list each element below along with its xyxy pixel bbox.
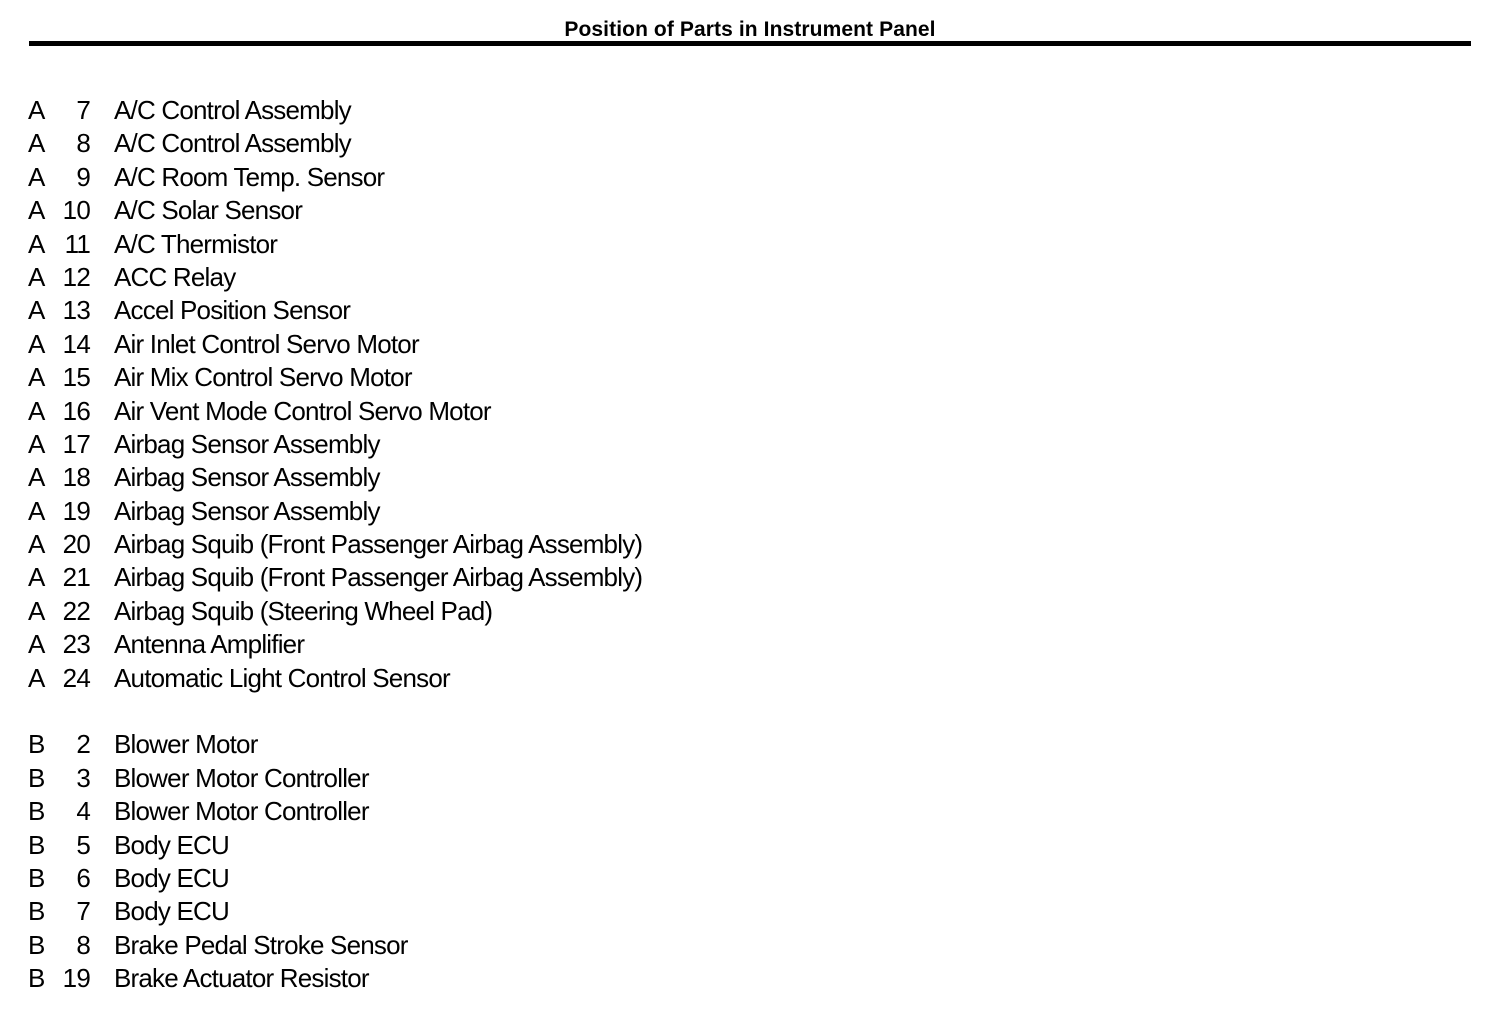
part-letter: A (28, 495, 45, 526)
part-letter: B (28, 829, 45, 860)
part-row (0, 194, 1504, 227)
part-name: Air Vent Mode Control Servo Motor (114, 395, 491, 426)
part-number: 11 (64, 228, 90, 259)
part-name: Airbag Sensor Assembly (114, 495, 380, 526)
part-number: 5 (76, 829, 90, 860)
part-row (0, 762, 1504, 795)
part-letter: B (28, 796, 45, 827)
part-number: 8 (76, 128, 90, 159)
part-letter: A (28, 428, 45, 459)
part-name: A/C Control Assembly (114, 95, 351, 125)
part-letter: A (28, 295, 45, 326)
part-row (0, 962, 1504, 995)
part-number: 13 (62, 295, 90, 326)
part-row (0, 528, 1504, 561)
part-name: A/C Room Temp. Sensor (114, 161, 385, 192)
part-row (0, 895, 1504, 928)
part-number: 21 (62, 562, 90, 593)
part-letter: B (28, 862, 45, 893)
part-row (0, 595, 1504, 628)
part-row (0, 395, 1504, 428)
part-number: 15 (62, 362, 90, 393)
part-letter: A (28, 195, 45, 226)
part-row (0, 829, 1504, 862)
part-row (0, 862, 1504, 895)
part-name: Blower Motor Controller (114, 796, 369, 827)
part-letter: B (28, 896, 45, 927)
part-letter: B (28, 729, 45, 760)
part-name: Air Mix Control Servo Motor (114, 362, 412, 393)
part-letter: A (28, 328, 45, 359)
part-row (0, 127, 1504, 160)
part-name: Accel Position Sensor (114, 295, 351, 326)
part-name: Airbag Squib (Steering Wheel Pad) (114, 595, 493, 626)
part-number: 4 (76, 796, 90, 827)
part-number: 19 (62, 963, 90, 994)
part-letter: A (28, 662, 45, 693)
part-letter: A (28, 562, 45, 593)
part-number: 12 (62, 261, 90, 292)
part-number: 7 (76, 896, 90, 927)
part-row (0, 94, 1504, 127)
part-number: 16 (62, 395, 90, 426)
part-number: 22 (62, 595, 90, 626)
part-letter: B (28, 762, 45, 793)
part-letter: A (28, 395, 45, 426)
part-row (0, 728, 1504, 761)
part-letter: A (28, 128, 45, 159)
part-number: 3 (76, 762, 90, 793)
part-letter: A (28, 595, 45, 626)
part-letter: A (28, 462, 45, 493)
part-name: Automatic Light Control Sensor (114, 662, 450, 693)
part-number: 23 (62, 629, 90, 660)
title-divider (29, 41, 1471, 46)
part-row (0, 561, 1504, 594)
part-number: 20 (62, 529, 90, 560)
part-name: Body ECU (114, 829, 229, 860)
part-name: Airbag Squib (Front Passenger Airbag Assembly) (114, 562, 643, 593)
part-name: Airbag Sensor Assembly (114, 428, 380, 459)
part-letter: B (28, 963, 45, 994)
part-row (0, 929, 1504, 962)
page-title: Position of Parts in Instrument Panel (564, 18, 936, 41)
part-row (0, 228, 1504, 261)
part-letter: A (28, 529, 45, 560)
part-name: A/C Thermistor (114, 228, 278, 259)
part-number: 14 (62, 328, 90, 359)
part-name: Antenna Amplifier (114, 629, 305, 660)
part-number: 8 (76, 929, 90, 960)
part-name: Airbag Squib (Front Passenger Airbag Assembly) (114, 529, 643, 560)
part-row (0, 328, 1504, 361)
part-name: Brake Pedal Stroke Sensor (114, 929, 408, 960)
part-letter: A (28, 228, 45, 259)
part-letter: A (28, 95, 45, 125)
part-letter: A (28, 161, 45, 192)
part-number: 7 (76, 95, 90, 125)
part-row (0, 461, 1504, 494)
part-name: A/C Solar Sensor (114, 195, 303, 226)
part-name: Blower Motor (114, 729, 258, 760)
part-name: A/C Control Assembly (114, 128, 351, 159)
part-number: 17 (62, 428, 90, 459)
part-number: 9 (76, 161, 90, 192)
part-number: 10 (62, 195, 90, 226)
part-name: Body ECU (114, 862, 229, 893)
part-row (0, 161, 1504, 194)
part-number: 2 (76, 729, 90, 760)
part-letter: A (28, 629, 45, 660)
part-row (0, 495, 1504, 528)
part-number: 18 (62, 462, 90, 493)
part-row (0, 795, 1504, 828)
part-row (0, 662, 1504, 695)
part-letter: A (28, 261, 45, 292)
part-row (0, 261, 1504, 294)
part-row (0, 294, 1504, 327)
part-number: 19 (62, 495, 90, 526)
part-name: Airbag Sensor Assembly (114, 462, 380, 493)
part-number: 6 (76, 862, 90, 893)
part-name: ACC Relay (114, 261, 236, 292)
part-row (0, 628, 1504, 661)
part-letter: B (28, 929, 45, 960)
part-name: Body ECU (114, 896, 229, 927)
part-row (0, 361, 1504, 394)
part-row (0, 428, 1504, 461)
part-number: 24 (62, 662, 90, 693)
part-name: Brake Actuator Resistor (114, 963, 369, 994)
part-letter: A (28, 362, 45, 393)
part-name: Air Inlet Control Servo Motor (114, 328, 419, 359)
parts-list (0, 94, 1504, 996)
part-name: Blower Motor Controller (114, 762, 369, 793)
